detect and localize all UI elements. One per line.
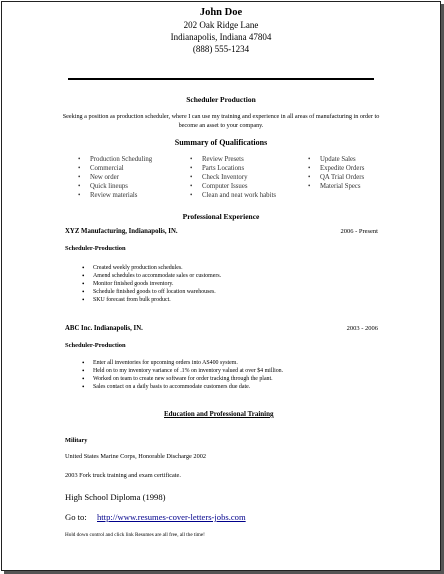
list-item: • SKU forecast from bulk product.	[82, 296, 221, 304]
qualification-item: • Review Presets	[190, 155, 276, 164]
list-item: • Held on to my inventory variance of .1% on inventory valued at over $4 million.	[82, 367, 283, 375]
resume-site-link[interactable]: http://www.resumes-cover-letters-jobs.com	[97, 512, 246, 522]
job-company: ABC Inc. Indianapolis, IN.	[65, 325, 143, 332]
footer-note: Hold down control and click link Resumes are all free, all the time!	[65, 532, 205, 538]
qualification-item: • Update Sales	[308, 155, 364, 164]
objective-title: Scheduler Production	[186, 95, 256, 104]
list-item: • Enter all inventories for upcoming orders into AS400 system.	[82, 359, 283, 367]
list-item: • Created weekly production schedules.	[82, 264, 221, 272]
job-dates: 2006 - Present	[340, 228, 378, 235]
education-title: Education and Professional Training	[164, 410, 274, 418]
job-bullets	[82, 264, 221, 304]
goto-label: Go to:	[65, 512, 87, 522]
address-line-1: 202 Oak Ridge Lane	[183, 20, 259, 30]
job-company: XYZ Manufacturing, Indianapolis, IN.	[65, 228, 178, 235]
qualification-item: • Expedite Orders	[308, 164, 364, 173]
phone-number: (888) 555-1234	[192, 44, 250, 54]
job-bullets	[82, 359, 283, 391]
objective-text: Seeking a position as production scheduler, where I can use my training and experience in all areas of manufacturing in order to become an asset to your company.	[62, 113, 380, 129]
job-role: Scheduler-Production	[65, 245, 126, 252]
qualifications-column-3	[308, 155, 364, 191]
qualification-item: • Production Scheduling	[78, 155, 152, 164]
experience-title: Professional Experience	[182, 212, 260, 221]
header-divider	[68, 78, 374, 80]
military-label: Military	[65, 437, 88, 444]
military-text: United States Marine Corps, Honorable Discharge 2002	[65, 453, 207, 460]
address-line-2: Indianapolis, Indiana 47804	[170, 32, 272, 42]
job-dates: 2003 - 2006	[346, 325, 378, 332]
summary-title: Summary of Qualifications	[174, 138, 268, 147]
qualification-item: • New order	[78, 173, 152, 182]
qualification-item: • Computer Issues	[190, 182, 276, 191]
qualification-item: • QA Trial Orders	[308, 173, 364, 182]
qualification-item: • Check Inventory	[190, 173, 276, 182]
job-role: Scheduler-Production	[65, 342, 126, 349]
applicant-name: John Doe	[199, 7, 243, 18]
qualification-item: • Commercial	[78, 164, 152, 173]
qualifications-column-1	[78, 155, 152, 200]
qualification-item: • Parts Locations	[190, 164, 276, 173]
high-school-diploma: High School Diploma (1998)	[65, 492, 166, 502]
qualification-item: • Material Specs	[308, 182, 364, 191]
resume-page	[1, 1, 441, 571]
list-item: • Worked on team to create new software for order tracking through the plant.	[82, 375, 283, 383]
qualification-item: • Quick lineups	[78, 182, 152, 191]
qualification-item: • Review materials	[78, 191, 152, 200]
list-item: • Monitor finished goods inventory.	[82, 280, 221, 288]
training-text: 2003 Fork truck training and exam certificate.	[65, 472, 181, 479]
qualification-item: • Clean and neat work habits	[190, 191, 276, 200]
list-item: • Schedule finished goods to off location warehouses.	[82, 288, 221, 296]
list-item: • Amend schedules to accommodate sales or customers.	[82, 272, 221, 280]
list-item: • Sales contact on a daily basis to accommodate customers due date.	[82, 383, 283, 391]
qualifications-column-2	[190, 155, 276, 200]
